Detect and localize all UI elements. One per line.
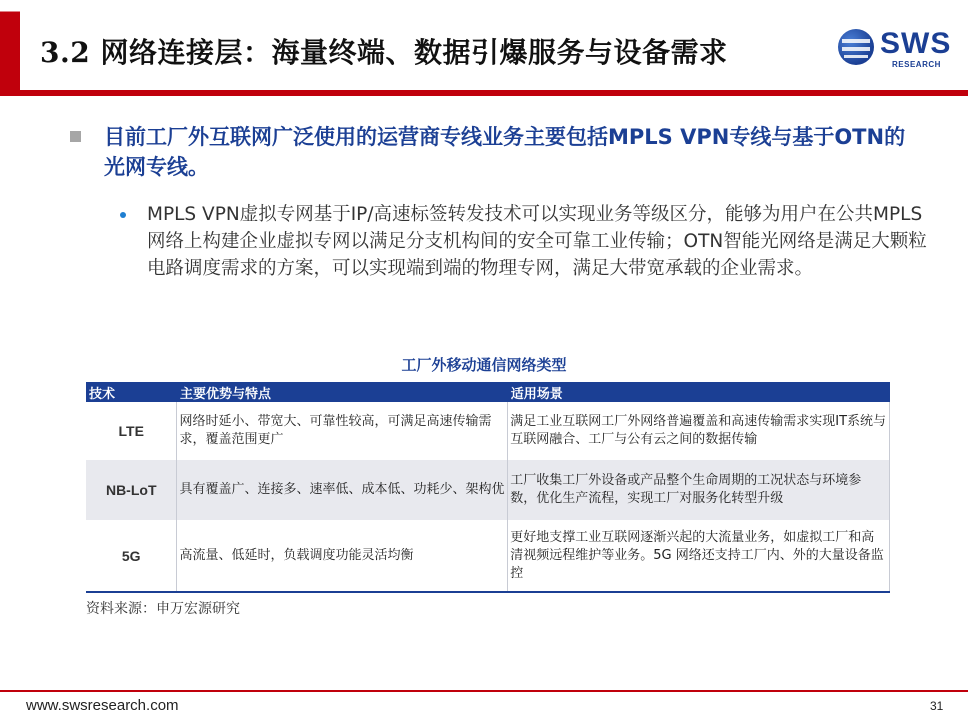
network-types-table [86, 382, 890, 593]
tech-cell: LTE [86, 402, 177, 460]
sws-logo [838, 25, 954, 73]
table-header-row [86, 382, 890, 402]
dot-bullet-icon [120, 212, 126, 218]
features-cell: 具有覆盖广、连接多、速率低、成本低、功耗少、架构优 [177, 460, 508, 520]
lead-paragraph: 目前工厂外互联网广泛使用的运营商专线业务主要包括MPLS VPN专线与基于OTN的光网专线。 [104, 125, 906, 179]
logo-text: SWS [880, 27, 952, 60]
footer-website-link[interactable]: www.swsresearch.com [26, 697, 179, 714]
scenarios-cell: 更好地支撑工业互联网逐渐兴起的大流量业务，如虚拟工厂和高清视频远程维护等业务。5G 网络还支持工厂内、外的大量设备监控 [508, 520, 890, 592]
footer-rule [0, 690, 968, 692]
table-row [86, 460, 890, 520]
logo-subtext: RESEARCH [892, 60, 941, 69]
globe-logo-icon [838, 29, 874, 65]
features-cell: 网络时延小、带宽大、可靠性较高，可满足高速传输需求，覆盖范围更广 [177, 402, 508, 460]
header-red-rule [0, 90, 968, 96]
tech-cell: 5G [86, 520, 177, 592]
source-note: 资料来源：申万宏源研究 [86, 601, 240, 617]
table-title: 工厂外移动通信网络类型 [401, 356, 567, 374]
scenarios-cell: 工厂收集工厂外设备或产品整个生命周期的工况状态与环境参数，优化生产流程，实现工厂对服务化转型升级 [508, 460, 890, 520]
scenarios-cell: 满足工业互联网工厂外网络普遍覆盖和高速传输需求实现IT系统与互联网融合、工厂与公有云之间的数据传输 [508, 402, 890, 460]
table-header-cell: 适用场景 [508, 382, 890, 402]
body-paragraph: MPLS VPN虚拟专网基于IP/高速标签转发技术可以实现业务等级区分，能够为用户在公共MPLS网络上构建企业虚拟专网以满足分支机构间的安全可靠工业传输；OTN智能光网络是满足大颗粒电路调度需求的方案，可以实现端到端的物理专网，满足大带宽承载的企业需求。 [147, 204, 927, 279]
header-accent-bar [0, 0, 20, 96]
square-bullet-icon [70, 131, 81, 142]
table-row [86, 520, 890, 592]
tech-cell: NB-LoT [86, 460, 177, 520]
table-header-cell: 技术 [86, 382, 177, 402]
page-number: 31 [930, 699, 944, 713]
slide-title: 3.2 网络连接层：海量终端、数据引爆服务与设备需求 [40, 36, 728, 69]
table-header-cell: 主要优势与特点 [177, 382, 508, 402]
features-cell: 高流量、低延时，负载调度功能灵活均衡 [177, 520, 508, 592]
table-row [86, 402, 890, 460]
